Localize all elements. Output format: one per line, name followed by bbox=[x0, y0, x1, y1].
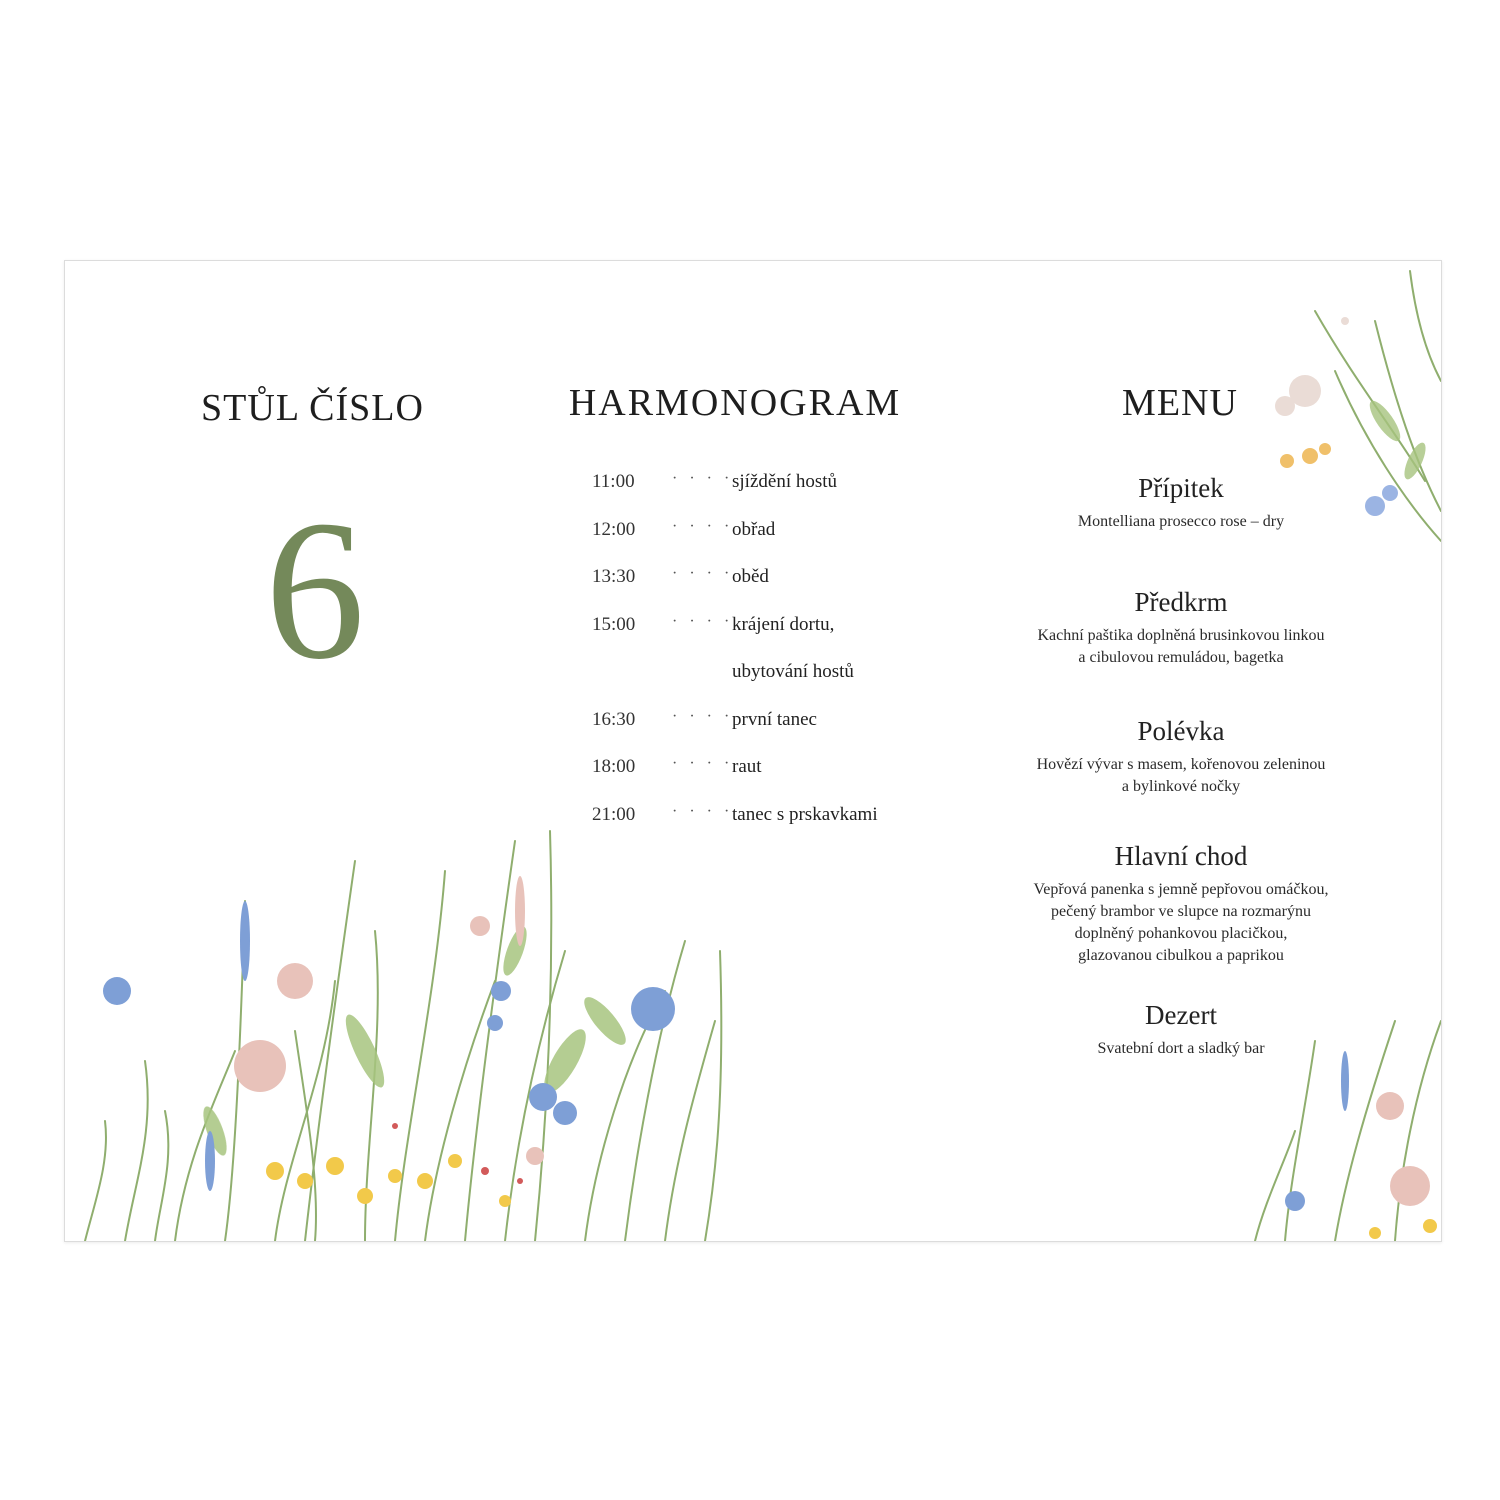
course-description bbox=[995, 511, 1367, 533]
schedule-time: 11:00 bbox=[592, 471, 635, 492]
course-description bbox=[995, 754, 1367, 798]
schedule-dots: · · · · bbox=[672, 517, 734, 535]
schedule-event: krájení dortu, bbox=[732, 613, 835, 635]
menu-heading: MENU bbox=[1122, 382, 1238, 424]
course-line: pečený brambor ve slupce na rozmarýnu bbox=[1051, 903, 1311, 920]
menu-course bbox=[995, 839, 1367, 967]
schedule-row bbox=[590, 661, 1010, 709]
schedule-row bbox=[590, 709, 1010, 757]
course-name: Hlavní chod bbox=[1114, 841, 1248, 871]
schedule-dots: · · · · bbox=[672, 565, 734, 582]
schedule-row bbox=[590, 566, 1010, 614]
course-line: glazovanou cibulkou a paprikou bbox=[1078, 947, 1284, 964]
schedule-row bbox=[590, 614, 1010, 662]
schedule-event: první tanec bbox=[732, 708, 817, 730]
schedule-heading: HARMONOGRAM bbox=[568, 382, 902, 424]
schedule-event: sjíždění hostů bbox=[732, 471, 838, 492]
table-number: 6 bbox=[265, 480, 365, 701]
course-line: Hovězí vývar s masem, kořenovou zeleninou bbox=[1036, 756, 1326, 773]
schedule-row bbox=[590, 804, 1010, 852]
schedule-time: 16:30 bbox=[592, 708, 636, 730]
schedule-event: obřad bbox=[732, 518, 776, 540]
schedule-row bbox=[590, 471, 1010, 519]
course-line: Montelliana prosecco rose – dry bbox=[1077, 513, 1285, 530]
schedule-event: oběd bbox=[732, 566, 769, 587]
schedule-time: 18:00 bbox=[592, 756, 636, 777]
course-name: Dezert bbox=[1145, 1000, 1217, 1030]
schedule-list bbox=[590, 471, 1010, 851]
wildflower-meadow-illustration bbox=[65, 801, 785, 1241]
schedule-event: raut bbox=[732, 756, 762, 777]
course-description bbox=[995, 879, 1367, 967]
schedule-dots: · · · · bbox=[672, 470, 734, 487]
menu-course bbox=[995, 471, 1367, 533]
schedule-row bbox=[590, 756, 1010, 804]
menu-course bbox=[995, 998, 1367, 1060]
schedule-dots: · · · · bbox=[672, 707, 734, 725]
schedule-time: 12:00 bbox=[592, 518, 636, 540]
schedule-event: tanec s prskavkami bbox=[732, 803, 878, 825]
schedule-time: 13:30 bbox=[592, 566, 636, 587]
course-line: Vepřová panenka s jemně pepřovou omáčkou, bbox=[1033, 881, 1329, 898]
course-name: Přípitek bbox=[1138, 473, 1224, 503]
menu-card bbox=[64, 260, 1442, 1242]
course-line: Svatební dort a sladký bar bbox=[1097, 1040, 1265, 1057]
schedule-time: 15:00 bbox=[592, 613, 636, 635]
course-description bbox=[995, 1038, 1367, 1060]
course-line: a cibulovou remuládou, bagetka bbox=[1078, 649, 1284, 666]
course-name: Polévka bbox=[1137, 716, 1225, 746]
course-line: doplněný pohankovou placičkou, bbox=[1074, 925, 1288, 942]
schedule-row bbox=[590, 519, 1010, 567]
schedule-dots: · · · · bbox=[672, 755, 734, 772]
schedule-event: ubytování hostů bbox=[732, 661, 854, 682]
course-line: Kachní paštika doplněná brusinkovou linkou bbox=[1037, 627, 1325, 644]
menu-course bbox=[995, 714, 1367, 798]
menu-course bbox=[995, 585, 1367, 669]
course-description bbox=[995, 625, 1367, 669]
course-line: a bylinkové nočky bbox=[1121, 778, 1241, 795]
table-heading: STŮL ČÍSLO bbox=[201, 387, 424, 429]
schedule-dots: · · · · bbox=[672, 612, 734, 630]
schedule-dots: · · · · bbox=[672, 802, 734, 820]
schedule-time: 21:00 bbox=[592, 803, 636, 825]
course-name: Předkrm bbox=[1134, 587, 1228, 617]
